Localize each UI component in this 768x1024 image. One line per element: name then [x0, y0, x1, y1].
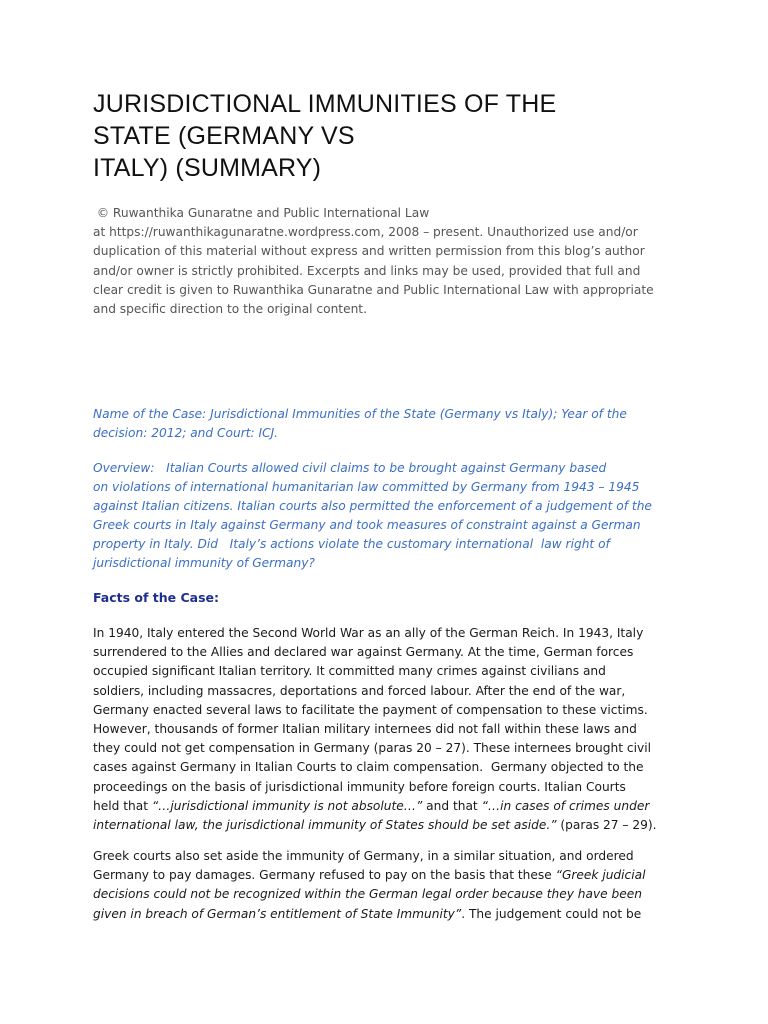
body-text-run: and that	[422, 798, 482, 813]
body-line	[93, 816, 683, 835]
overview-line: property in Italy. Did Italy’s actions violate the customary international law right of	[93, 537, 610, 551]
copyright-line: at https://ruwanthikagunaratne.wordpress.com, 2008 – present. Unauthorized use and/or	[93, 225, 638, 240]
copyright-line: and specific direction to the original content.	[93, 302, 367, 317]
facts-paragraph-1	[93, 624, 683, 835]
facts-heading: Facts of the Case:	[93, 590, 220, 605]
copyright-line: © Ruwanthika Gunaratne and Public International Law	[93, 206, 430, 220]
title-line: JURISDICTIONAL IMMUNITIES OF THE	[93, 90, 557, 118]
quote-text: decisions could not be recognized within the German legal order because they have been	[93, 887, 643, 902]
body-line: occupied significant Italian territory. It committed many crimes against civilians and	[93, 664, 606, 679]
body-text-run: held that	[93, 798, 152, 813]
title-line: ITALY) (SUMMARY)	[93, 154, 322, 182]
copyright-line: and/or owner is strictly prohibited. Excerpts and links may be used, provided that full and	[93, 263, 641, 278]
quote-text: “…jurisdictional immunity is not absolute…”	[151, 798, 423, 813]
overview-line: on violations of international humanitarian law committed by Germany from 1943 – 1945	[93, 480, 640, 494]
quote-text: given in breach of German’s entitlement of State Immunity”	[93, 906, 462, 921]
body-line	[93, 885, 683, 904]
overview-line: Overview: Italian Courts allowed civil claims to be brought against Germany based	[93, 461, 607, 475]
body-text-run: Germany to pay damages. Germany refused to pay on the basis that these	[93, 868, 556, 883]
facts-paragraph-2	[93, 847, 683, 924]
title-line: STATE (GERMANY VS	[93, 122, 355, 150]
case-name-paragraph	[93, 405, 683, 443]
body-line	[93, 905, 683, 924]
case-name-line: Name of the Case: Jurisdictional Immunities of the State (Germany vs Italy); Year of the	[93, 407, 627, 421]
copyright-line: duplication of this material without express and written permission from this blog’s author	[93, 244, 645, 259]
body-text-run: (paras 27 – 29).	[556, 818, 657, 833]
page-title	[93, 88, 693, 184]
copyright-line: clear credit is given to Ruwanthika Gunaratne and Public International Law with appropriate	[93, 282, 654, 297]
body-line: In 1940, Italy entered the Second World War as an ally of the German Reich. In 1943, Italy	[93, 626, 644, 640]
body-line: soldiers, including massacres, deportations and forced labour. After the end of the war,	[93, 683, 626, 698]
overview-paragraph	[93, 459, 683, 573]
body-line	[93, 797, 683, 816]
body-line: Greek courts also set aside the immunity of Germany, in a similar situation, and ordered	[93, 849, 634, 863]
body-line: cases against Germany in Italian Courts to claim compensation. Germany objected to the	[93, 760, 644, 775]
body-line: they could not get compensation in Germany (paras 20 – 27). These internees brought civil	[93, 741, 651, 756]
overview-line: jurisdictional immunity of Germany?	[93, 556, 315, 570]
body-line: Germany enacted several laws to facilitate the payment of compensation to these victims.	[93, 702, 648, 717]
quote-text: “…in cases of crimes under	[481, 798, 650, 813]
copyright-notice	[93, 204, 683, 319]
body-line: proceedings on the basis of jurisdictional immunity before foreign courts. Italian Courts	[93, 779, 626, 794]
body-text-run: . The judgement could not be	[461, 906, 642, 921]
body-line: surrendered to the Allies and declared war against Germany. At the time, German forces	[93, 645, 634, 660]
overview-line: against Italian citizens. Italian courts also permitted the enforcement of a judgement of the	[93, 499, 652, 513]
body-line: However, thousands of former Italian military internees did not fall within these laws and	[93, 722, 637, 737]
quote-text: international law, the jurisdictional immunity of States should be set aside.”	[93, 818, 557, 833]
quote-text: “Greek judicial	[555, 868, 646, 883]
case-name-line: decision: 2012; and Court: ICJ.	[93, 426, 279, 440]
overview-line: Greek courts in Italy against Germany and took measures of constraint against a German	[93, 518, 641, 532]
body-line	[93, 866, 683, 885]
